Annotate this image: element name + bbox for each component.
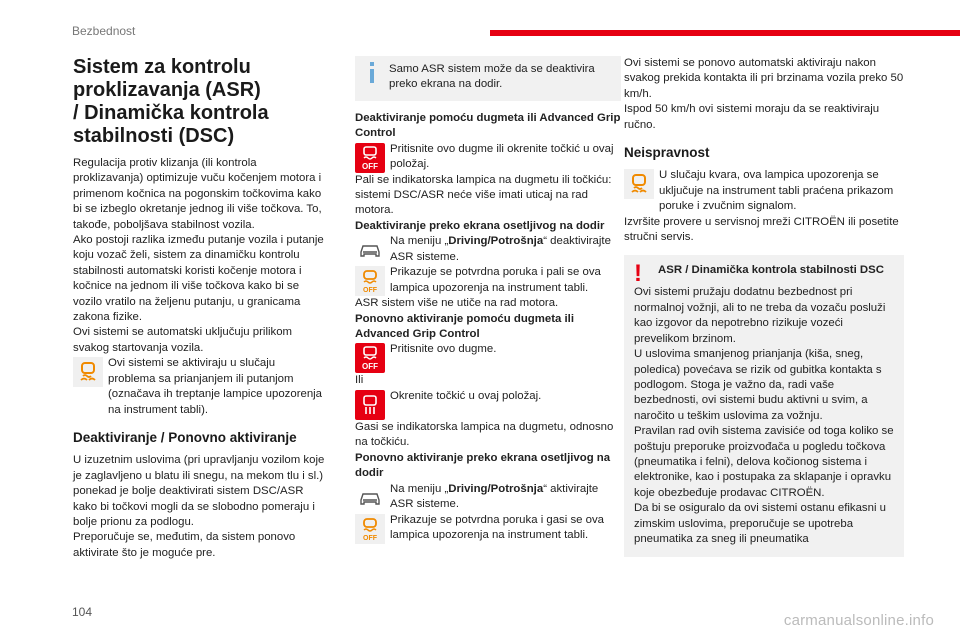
- deact-button-heading: Deaktiviranje pomoću dugmeta ili Advanced Grip Control: [355, 111, 621, 140]
- react-button-heading: Ponovno aktiviranje pomoću dugmeta ili Advanced Grip Control: [355, 312, 574, 341]
- column-3: [624, 56, 904, 557]
- warning-paragraph-3: Pravilan rad ovih sistema zavisiće od toga koliko se poštuju preporuke proizvođača u pogledu točkova (pneumatika i felni), delova kočionog sistema i elektronike, kao i postupaka za sklapanje i opravku koje obezbeđuje prodavac CITROËN.: [634, 425, 894, 499]
- turn-knob-row: [355, 389, 621, 420]
- auto-activation-paragraph: Ovi sistemi se automatski uključuju prilikom svakog startovanja vozila.: [73, 326, 293, 354]
- exclamation-icon: !: [634, 260, 642, 288]
- dsc-off-button-icon: [355, 143, 385, 173]
- confirm-on-text: Prikazuje se potvrdna poruka i pali se ova lampica upozorenja na instrument tabli.: [390, 266, 601, 294]
- confirm-on-row: [355, 265, 621, 296]
- fault-subheading: Neispravnost: [624, 145, 710, 161]
- page-number: 104: [72, 605, 93, 619]
- confirm-off-text: Prikazuje se potvrdna poruka i gasi se ova lampica upozorenja na instrument tabli.: [390, 513, 605, 541]
- column-2: [355, 56, 621, 544]
- dsc-off-warning-icon-2: [355, 514, 385, 544]
- off-label: OFF: [363, 534, 377, 541]
- react-screen-heading: Ponovno aktiviranje preko ekrana osetljivog na dodir: [355, 451, 611, 480]
- warning-paragraph-2: U uslovima smanjenog prianjanja (kiša, sneg, poledica) povećava se rizik od gubitka kontakta s podlogom. Stoga je važno da, radi vaše bezbednosti, ovi sistemi budu aktivni u svim, a naročito u teškim uslovima za vožnju.: [634, 348, 882, 422]
- car-menu-icon-2: [355, 483, 385, 513]
- menu-react-row: [355, 482, 621, 513]
- section-header: Bezbednost: [72, 24, 136, 38]
- activation-icon-text: Ovi sistemi se aktiviraju u slučaju problema sa prianjanjem ili putanjom (označava ih treptanje lampice upozorenja na instrument tabli).: [108, 357, 323, 416]
- deactivation-subheading: Deaktiviranje / Ponovno aktiviranje: [73, 429, 297, 445]
- watermark: carmanualsonline.info: [783, 612, 934, 629]
- recommendation-paragraph: Preporučuje se, međutim, da sistem ponovo aktivirate što je moguće pre.: [73, 531, 296, 559]
- menu-deact-text: Na meniju „Driving/Potrošnja“ deaktivirajte ASR sisteme.: [390, 235, 611, 263]
- press-button-text: Pritisnite ovo dugme.: [390, 343, 497, 356]
- confirm-off-row: [355, 513, 621, 544]
- activation-icon-row: [73, 356, 325, 418]
- press-button-row: [355, 342, 621, 373]
- below-50-paragraph: Ispod 50 km/h ovi sistemi moraju da se reaktiviraju ručno.: [624, 103, 880, 131]
- dsc-paragraph: Ako postoji razlika između putanje vozila i putanje koju vozač želi, sistem za dinamičku kontrolu stabilnosti automatski koristi kočenje motora i kočnice na jednom ili više točkova kako bi se vozilo vratilo na željenu putanju, u granicama zakona fizike.: [73, 234, 324, 324]
- deactivation-paragraph: U izuzetnim uslovima (pri upravljanju vozilom koje je zaglavljeno u blatu ili snegu, na mekom tlu i sl.) ponekad je bolje deaktivirati sistem DSC/ASR kako bi točkovi mogli da se slobodno pomeraju i bolje prionu za podlogu.: [73, 454, 325, 528]
- dsc-off-warning-icon: [355, 266, 385, 296]
- title-line-1: Sistem za kontrolu: [73, 56, 251, 78]
- press-off-row: [355, 142, 621, 173]
- press-off-text: Pritisnite ovo dugme ili okrenite točkić u ovaj položaj.: [390, 142, 614, 171]
- column-1: [73, 56, 325, 561]
- skid-warning-icon-2: [624, 169, 654, 199]
- warning-paragraph-4: Da bi se osiguralo da ovi sistemi ostanu efikasni u zimskim uslovima, preporučuje se upotreba pneumatika za sneg ili pneumatika: [634, 502, 886, 545]
- menu-react-text: Na meniju „Driving/Potrošnja“ aktivirajte ASR sisteme.: [390, 482, 599, 510]
- info-note-text: Samo ASR sistem može da se deaktivira preko ekrana na dodir.: [389, 63, 595, 91]
- warning-header: [634, 260, 896, 288]
- reactivate-paragraph: Ovi sistemi se ponovo automatski aktiviraju nakon svakog prekida kontakta ili pri brzinama vozila preko 50 km/h.: [624, 57, 904, 100]
- info-note: [355, 56, 621, 101]
- dsc-off-button-icon-2: [355, 343, 385, 373]
- asr-no-effect-paragraph: ASR sistem više ne utiče na rad motora.: [355, 297, 559, 310]
- fault-icon-text: U slučaju kvara, ova lampica upozorenja se uključuje na instrument tabli praćena prikazom poruke i zvučnim signalom.: [659, 169, 894, 213]
- intro-paragraph: Regulacija protiv klizanja (ili kontrola proklizavanja) optimizuje vuču kočenjem motora i primenom kočnica na pogonskim točkovima kako bi se izbeglo okretanje jednog ili više točkova. To, takođe, poboljšava stabilnost vozila.: [73, 157, 322, 231]
- header-accent-bar: [490, 30, 960, 36]
- lamp-off-paragraph: Gasi se indikatorska lampica na dugmetu, odnosno na točkiću.: [355, 420, 614, 449]
- page-title: [73, 56, 325, 148]
- skid-warning-icon: [73, 357, 103, 387]
- title-line-2: proklizavanja (ASR): [73, 79, 261, 101]
- off-label: OFF: [362, 362, 378, 372]
- fault-icon-row: [624, 168, 904, 214]
- info-icon: [363, 62, 381, 93]
- grip-knob-icon: [355, 390, 385, 420]
- car-menu-icon: [355, 235, 385, 265]
- lamp-on-paragraph: Pali se indikatorska lampica na dugmetu ili točkiću: sistemi DSC/ASR neće više imati uticaj na rad motora.: [355, 173, 612, 217]
- deact-screen-heading: Deaktiviranje preko ekrana osetljivog na dodir: [355, 219, 605, 232]
- menu-deact-row: [355, 234, 621, 265]
- warning-paragraph-1: Ovi sistemi pružaju dodatnu bezbednost pri normalnoj vožnji, ali to ne treba da vozaču posluži kao izgovor da nepotrebno rizikuje vozeći prevelikom brzinom.: [634, 286, 886, 345]
- service-paragraph: Izvršite provere u servisnoj mreži CITROËN ili posetite stručni servis.: [624, 215, 899, 244]
- warning-title: ASR / Dinamička kontrola stabilnosti DSC: [658, 264, 884, 277]
- turn-knob-text: Okrenite točkić u ovaj položaj.: [390, 389, 542, 402]
- off-label: OFF: [362, 161, 378, 171]
- or-text: Ili: [355, 374, 364, 387]
- warning-box: [624, 255, 904, 557]
- title-line-4: stabilnosti (DSC): [73, 125, 235, 147]
- off-label: OFF: [363, 287, 377, 294]
- title-line-3: / Dinamička kontrola: [73, 102, 269, 124]
